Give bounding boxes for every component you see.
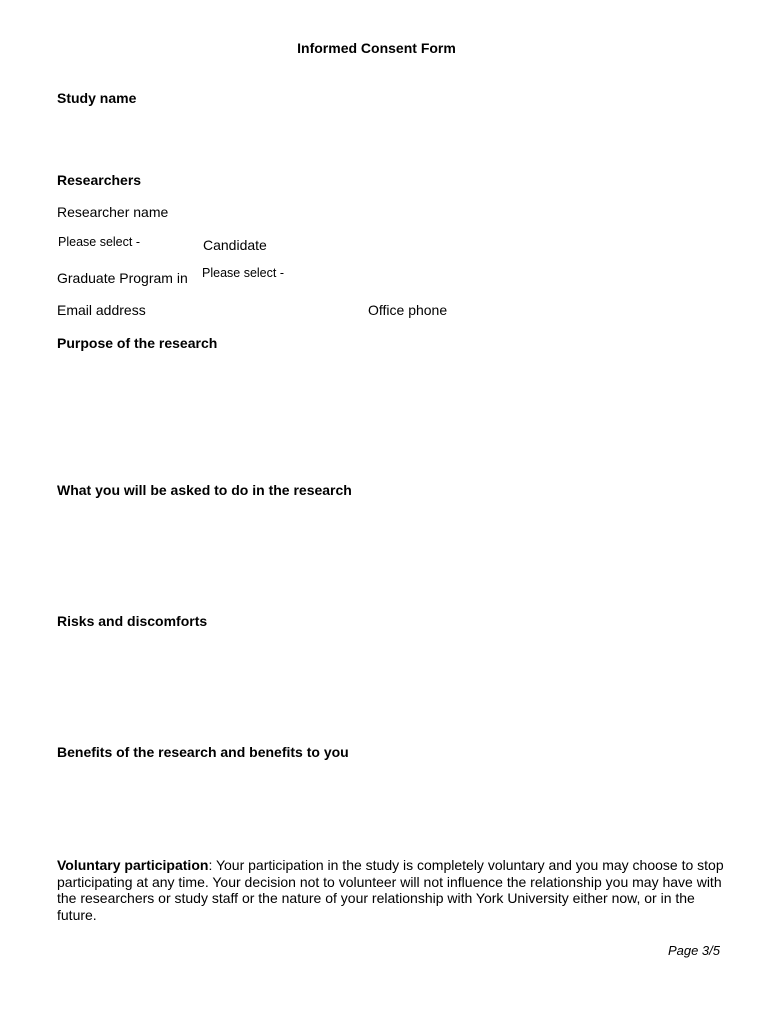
- researchers-heading: Researchers: [57, 172, 142, 188]
- researcher-name-label: Researcher name: [57, 204, 169, 220]
- office-phone-label: Office phone: [368, 302, 448, 318]
- voluntary-participation-lead: Voluntary participation: [57, 857, 209, 873]
- graduate-program-label: Graduate Program in: [57, 270, 188, 286]
- risks-heading: Risks and discomforts: [57, 613, 208, 629]
- email-address-label: Email address: [57, 302, 146, 318]
- asked-to-do-heading: What you will be asked to do in the research: [57, 482, 352, 498]
- benefits-heading: Benefits of the research and benefits to you: [57, 744, 349, 760]
- page-number: Page 3/5: [667, 943, 720, 958]
- graduate-program-select[interactable]: Please select -: [202, 266, 284, 280]
- page-title: Informed Consent Form: [297, 40, 456, 56]
- study-name-heading: Study name: [57, 90, 137, 106]
- voluntary-participation-paragraph: [57, 857, 727, 923]
- candidate-label: Candidate: [203, 237, 267, 253]
- purpose-heading: Purpose of the research: [57, 335, 218, 351]
- voluntary-participation-text: : Your participation in the study is completely voluntary and you may choose to stop participating at any time. Your decision not to volunteer will not influence the relationship you may have with the researchers or study staff or the nature of your relationship with York University either now, or in the future.: [57, 857, 724, 923]
- degree-select[interactable]: Please select -: [58, 235, 140, 249]
